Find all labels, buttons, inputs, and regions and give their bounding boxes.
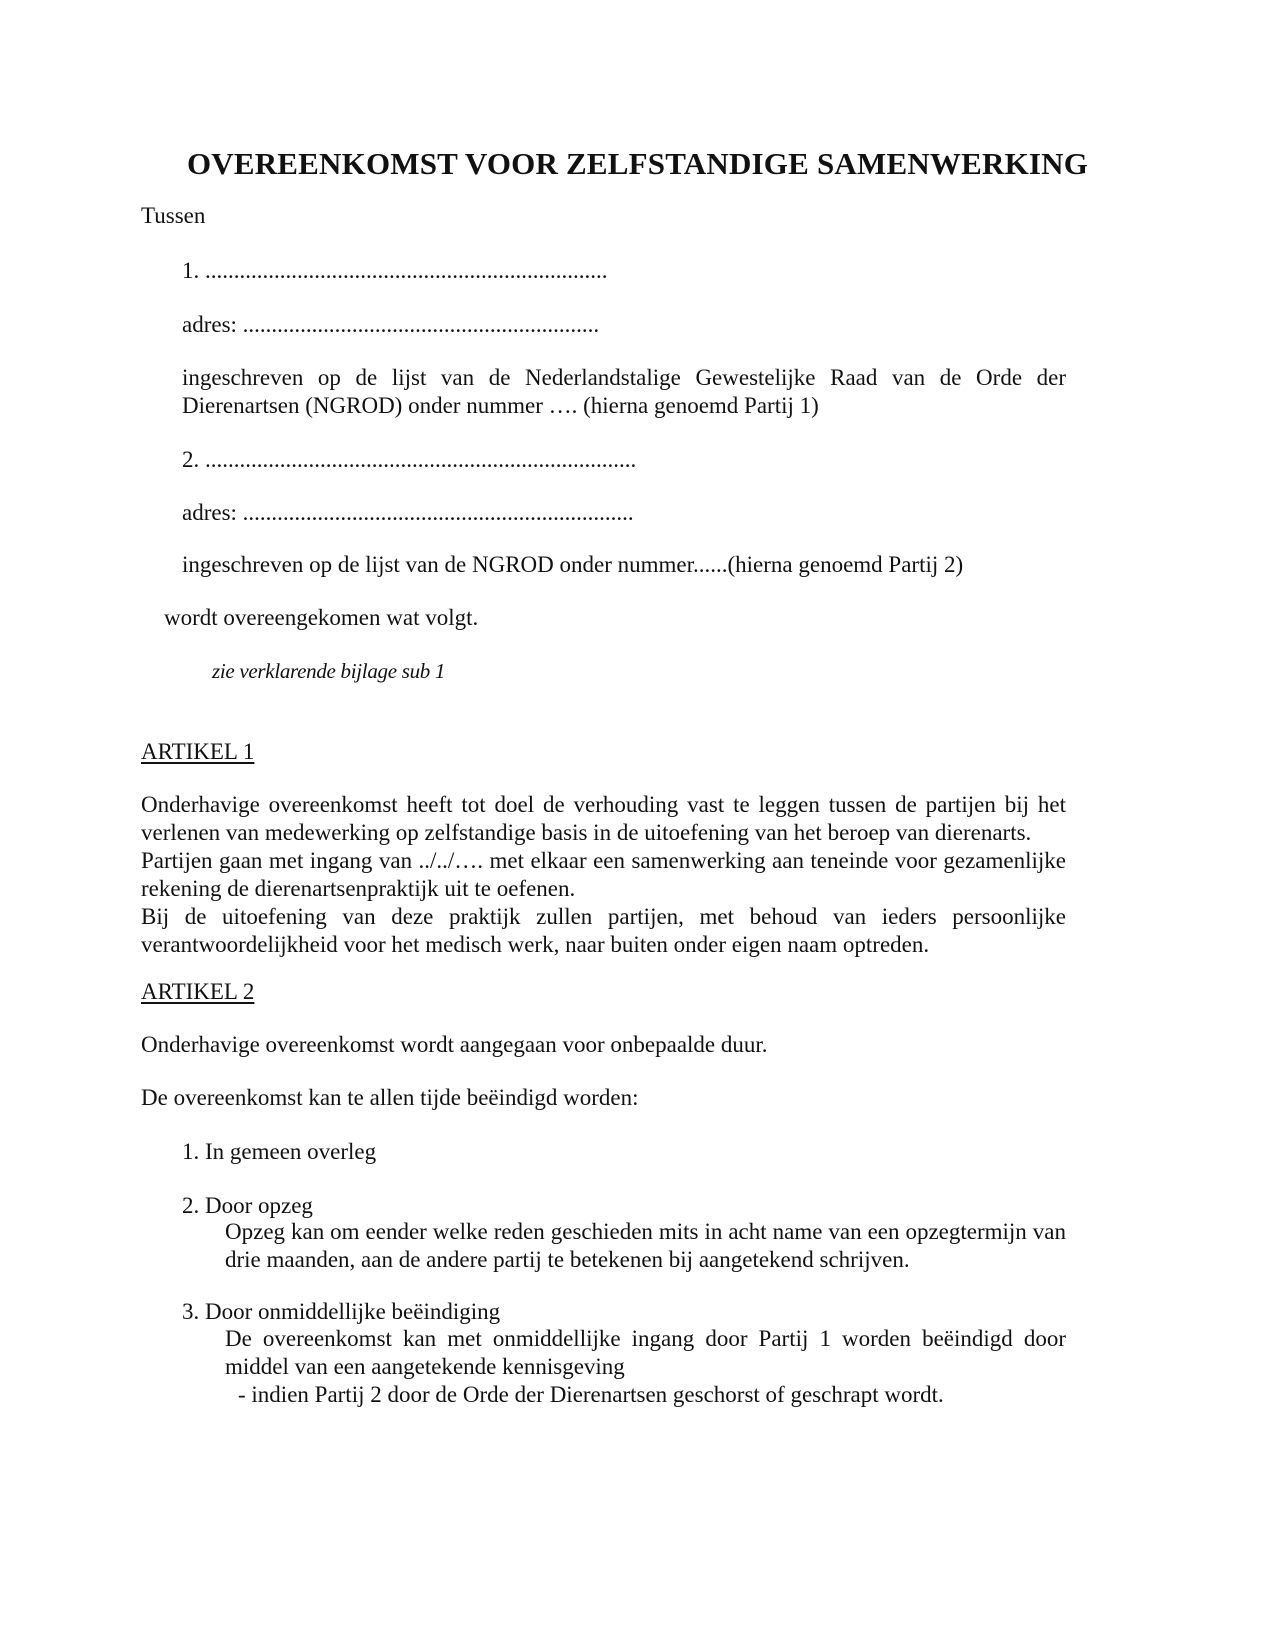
article1-heading: ARTIKEL 1 [141,739,255,764]
party1-registration [182,364,1066,420]
party1-address-line: adres: .............................................................. [182,312,600,337]
article1-line: verlenen van medewerking op zelfstandige basis in de uitoefening van het beroep van dierenarts. [141,820,1032,845]
article2-duration: Onderhavige overeenkomst wordt aangegaan voor onbepaalde duur. [141,1032,768,1057]
termination-item-3-title: 3. Door onmiddellijke beëindiging [182,1299,501,1324]
termination-item-3-body [225,1325,1066,1409]
article2-termination-intro: De overeenkomst kan te allen tijde beëindigd worden: [141,1085,639,1110]
document-title: OVEREENKOMST VOOR ZELFSTANDIGE SAMENWERKING [186,146,1089,181]
termination-item-3-line: De overeenkomst kan met onmiddellijke ingang door Partij 1 worden beëindigd door [225,1326,1066,1351]
party2-name-line: 2. ........................................................................... [182,447,637,472]
article1-line: Bij de uitoefening van deze praktijk zullen partijen, met behoud van ieders persoonlijke [141,904,1066,929]
article2-heading: ARTIKEL 2 [141,979,255,1004]
termination-item-2-line: Opzeg kan om eender welke reden geschieden mits in acht name van een opzegtermijn van [225,1219,1066,1244]
termination-item-2-line: drie maanden, aan de andere partij te betekenen bij aangetekend schrijven. [225,1247,910,1272]
agreed-line: wordt overeengekomen wat volgt. [164,605,479,630]
party1-registration-line: ingeschreven op de lijst van de Nederlandstalige Gewestelijke Raad van de Orde der [182,365,1066,390]
party2-address-line: adres: .................................................................... [182,500,634,525]
party1-registration-line: Dierenartsen (NGROD) onder nummer …. (hierna genoemd Partij 1) [182,393,819,418]
article1-line: Partijen gaan met ingang van ../../…. met elkaar een samenwerking aan teneinde voor gezamenlijke [141,848,1066,873]
termination-item-2-body [225,1218,1066,1274]
party2-registration-line: ingeschreven op de lijst van de NGROD onder nummer......(hierna genoemd Partij 2) [182,552,964,577]
article1-body [141,791,1066,959]
article1-line: verantwoordelijkheid voor het medisch werk, naar buiten onder eigen naam optreden. [141,932,930,957]
annex-note: zie verklarende bijlage sub 1 [212,659,446,683]
party1-name-line: 1. ...................................................................... [182,258,608,283]
termination-item-3-line: - indien Partij 2 door de Orde der Dierenartsen geschorst of geschrapt wordt. [238,1382,944,1407]
article1-line: rekening de dierenartsenpraktijk uit te oefenen. [141,876,576,901]
termination-item-1: 1. In gemeen overleg [182,1139,377,1164]
between-label: Tussen [141,203,206,228]
termination-item-2-title: 2. Door opzeg [182,1193,313,1218]
article1-line: Onderhavige overeenkomst heeft tot doel de verhouding vast te leggen tussen de partijen bij het [141,792,1066,817]
termination-item-3-line: middel van een aangetekende kennisgeving [225,1354,625,1379]
